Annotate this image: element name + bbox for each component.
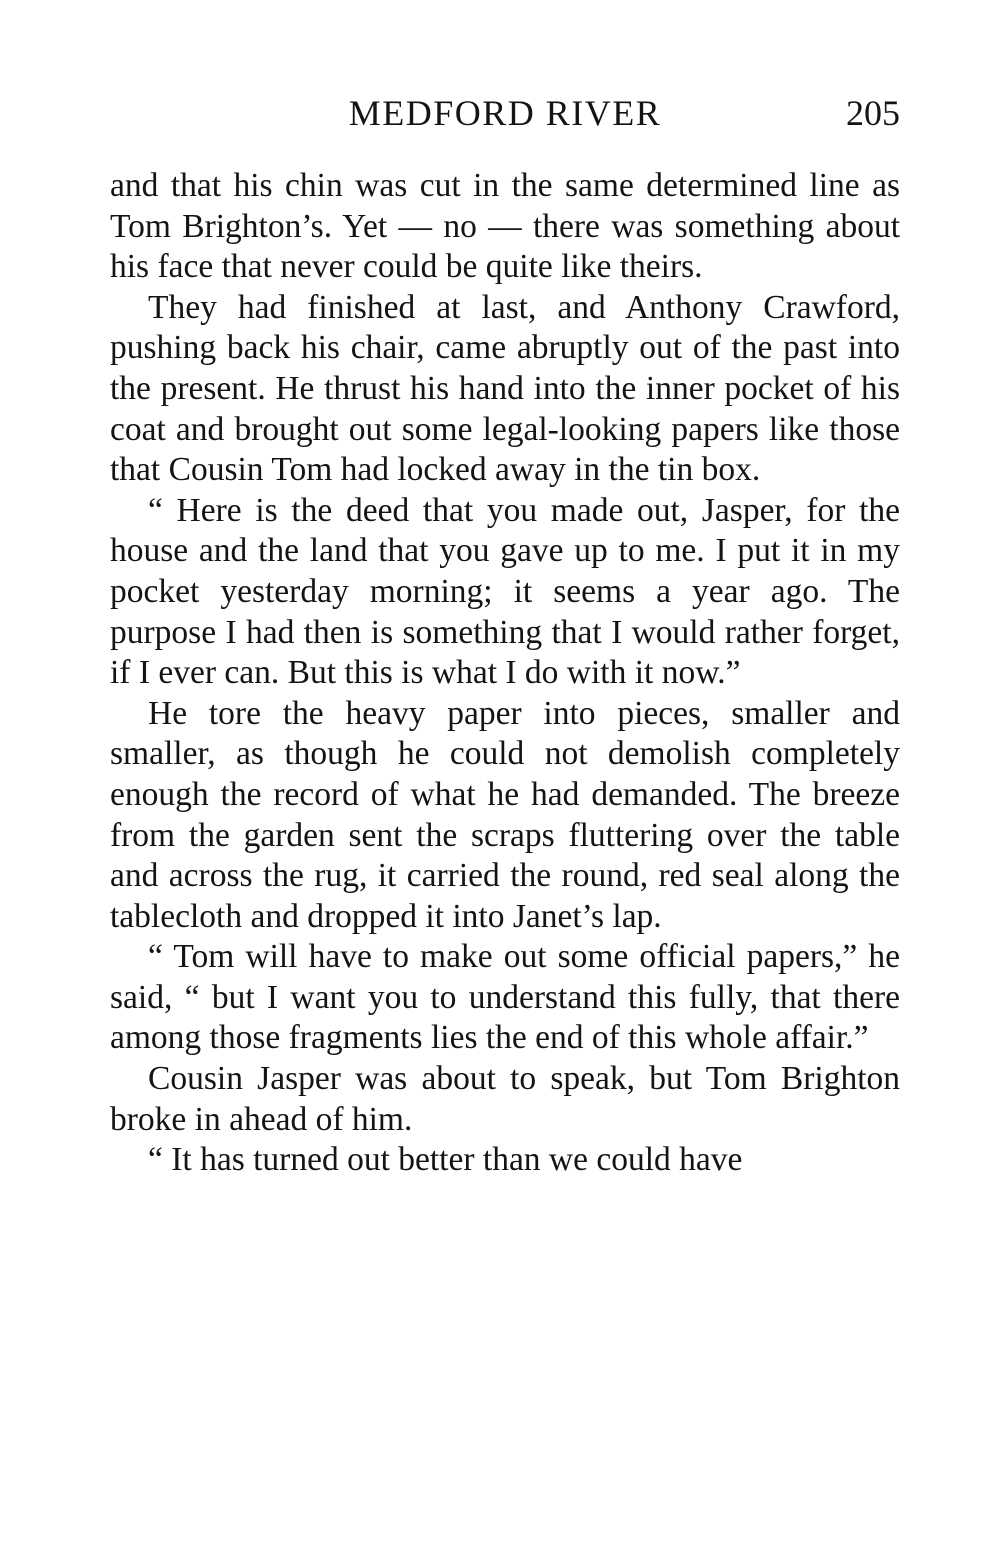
paragraph: Cousin Jasper was about to speak, but Tom Brighton broke in ahead of him. — [110, 1060, 900, 1138]
paragraph: He tore the heavy paper into pieces, smaller and smaller, as though he could not demolish completely enough the record of what he had demanded. The breeze from the garden sent the scraps fluttering over the table and across the rug, it carried the round, red seal along the tablecloth and dropped it into Janet’s lap. — [110, 694, 900, 935]
running-title: MEDFORD RIVER — [348, 93, 662, 133]
paragraph-continued: and that his chin was cut in the same determined line as Tom Brighton’s. Yet — no — there was something about his face that never could be quite like theirs. — [110, 167, 900, 286]
body-text — [110, 166, 900, 1181]
paragraph: “ Here is the deed that you made out, Jasper, for the house and the land that you gave up to me. I put it in my pocket yesterday morning; it seems a year ago. The purpose I had then is something that I would rather forget, if I ever can. But this is what I do with it now.” — [110, 491, 900, 692]
paragraph: “ Tom will have to make out some official papers,” he said, “ but I want you to understand this fully, that there among those fragments lies the end of this whole affair.” — [110, 938, 900, 1057]
paragraph: They had finished at last, and Anthony Crawford, pushing back his chair, came abruptly out of the past into the present. He thrust his hand into the inner pocket of his coat and brought out some legal-looking papers like those that Cousin Tom had locked away in the tin box. — [110, 288, 900, 489]
paragraph: “ It has turned out better than we could have — [148, 1141, 743, 1179]
page-number: 205 — [846, 93, 900, 133]
running-head — [110, 88, 900, 138]
